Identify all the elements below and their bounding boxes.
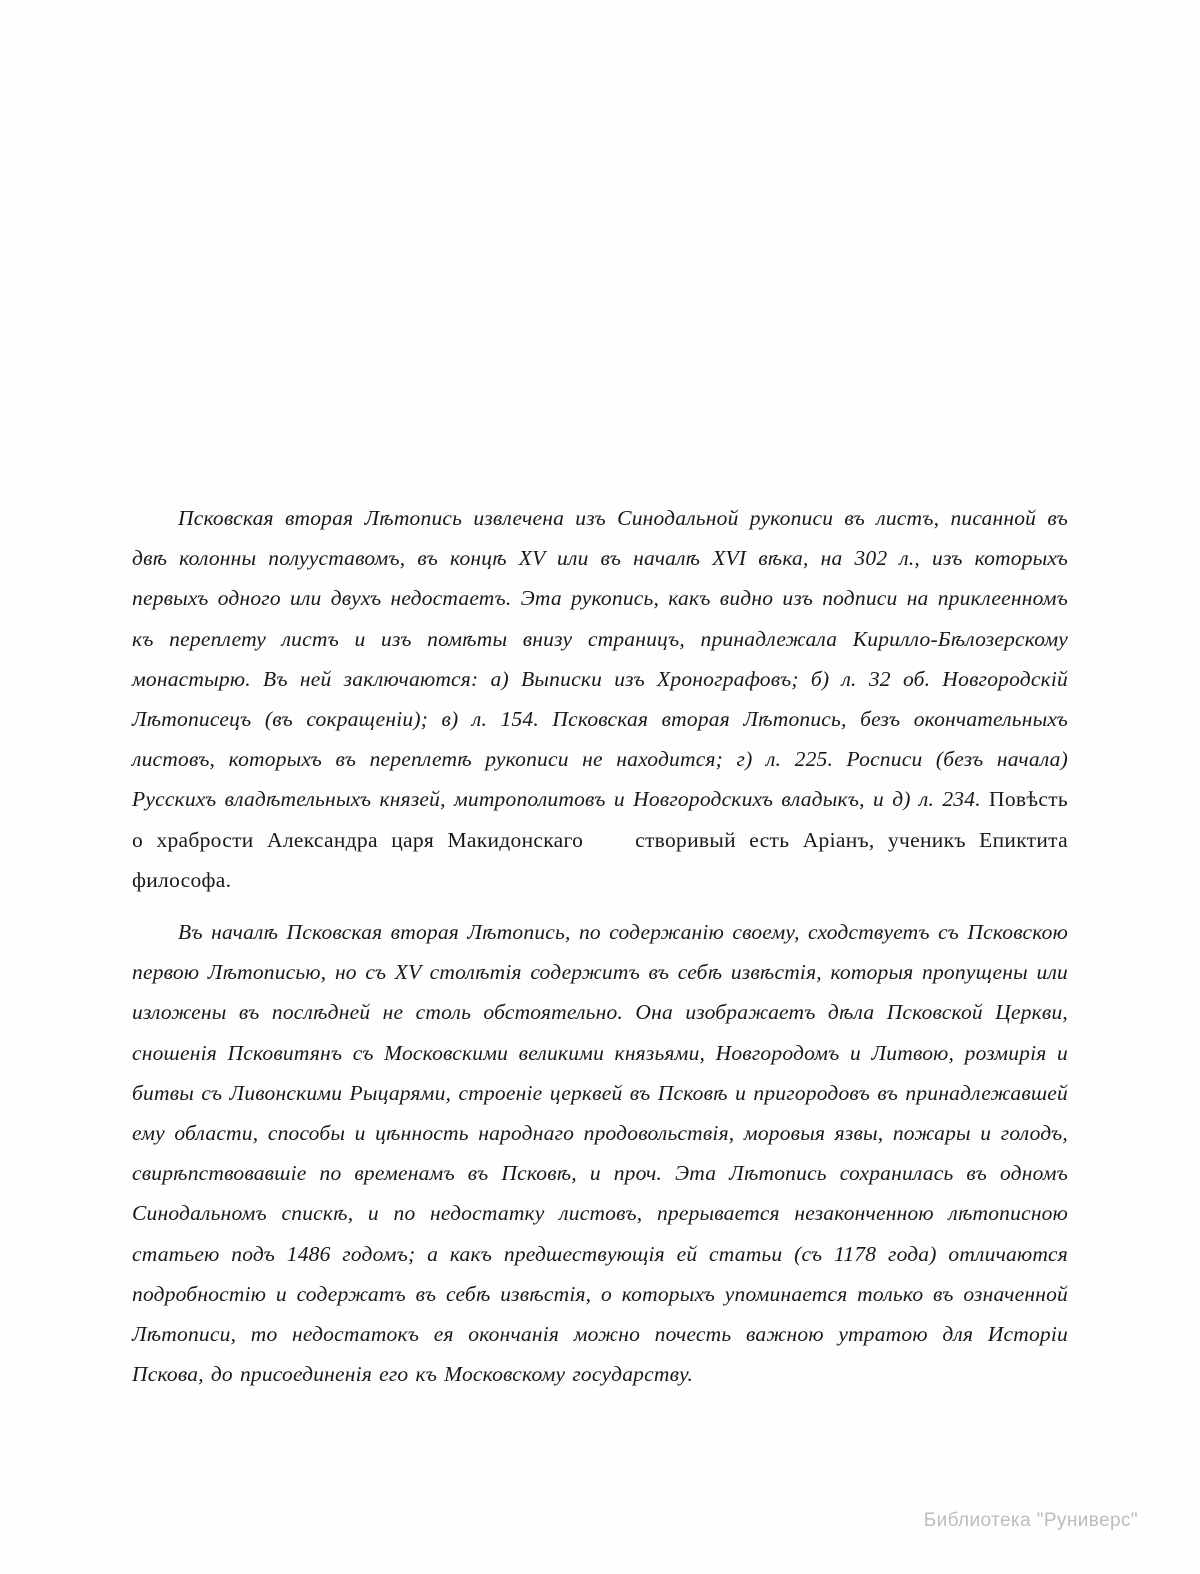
- watermark-label: Библиотека "Руниверс": [923, 1510, 1138, 1531]
- paragraph-1-upright-run-1: Повѣсть о храбрости Александра царя Макидонскаго: [132, 787, 1068, 852]
- paragraph-2-italic-run: Въ началѣ Псковская вторая Лѣтопись, по содержанiю своему, сходствуетъ съ Псковскою первою Лѣтописью, но съ XV столѣтiя содержитъ въ себѣ извѣстiя, которыя пропущены или изложены въ послѣдней не столь обстоятельно. Она изображаетъ дѣла Псковской Церкви, сношенiя Псковитянъ съ Московскими великими князьями, Новгородомъ и Литвою, розмирiя и битвы съ Ливонскими Рыцарями, строенiе церквей въ Псковѣ и пригородовъ въ принадлежавшей ему области, способы и цѣнность народнаго продовольствiя, моровыя язвы, пожары и голодъ, свирѣпствовавшiе по временамъ въ Псковѣ, и проч. Эта Лѣтопись сохранилась въ одномъ Синодальномъ спискѣ, и по недостатку листовъ, прерывается незаконченною лѣтописною статьею подъ 1486 годомъ; а какъ предшествующiя ей статьи (съ 1178 года) отличаются подробностiю и содержатъ въ себѣ извѣстiя, о которыхъ упоминается только въ означенной Лѣтописи, то недостатокъ ея окончанiя можно почесть важною утратою для Исторiи Пскова, до присоединенiя его къ Московскому государству.: [132, 920, 1068, 1387]
- paragraph-1-italic-run: Псковская вторая Лѣтопись извлечена изъ Синодальной рукописи въ листъ, писанной въ двѣ колонны полууставомъ, въ концѣ XV или въ началѣ XVI вѣка, на 302 л., изъ которыхъ первыхъ одного или двухъ недостаетъ. Эта рукопись, какъ видно изъ подписи на приклеенномъ къ переплету листъ и изъ помѣты внизу страницъ, принадлежала Кирилло-Бѣлозерскому монастырю. Въ ней заключаются: а) Выписки изъ Хронографовъ; б) л. 32 об. Новгородскiй Лѣтописецъ (въ сокращенiи); в) л. 154. Псковская вторая Лѣтопись, безъ окончательныхъ листовъ, которыхъ въ переплетѣ рукописи не находится; г) л. 225. Росписи (безъ начала) Русскихъ владѣтельныхъ князей, митрополитовъ и Новгородскихъ владыкъ, и д) л. 234.: [132, 506, 1068, 812]
- document-body: [132, 498, 1068, 1394]
- paragraph-1: [132, 498, 1068, 900]
- paragraph-2: [132, 912, 1068, 1394]
- paragraph-1-upright-run-2: створивый есть Арiанъ, ученикъ Епиктита философа.: [132, 827, 1068, 892]
